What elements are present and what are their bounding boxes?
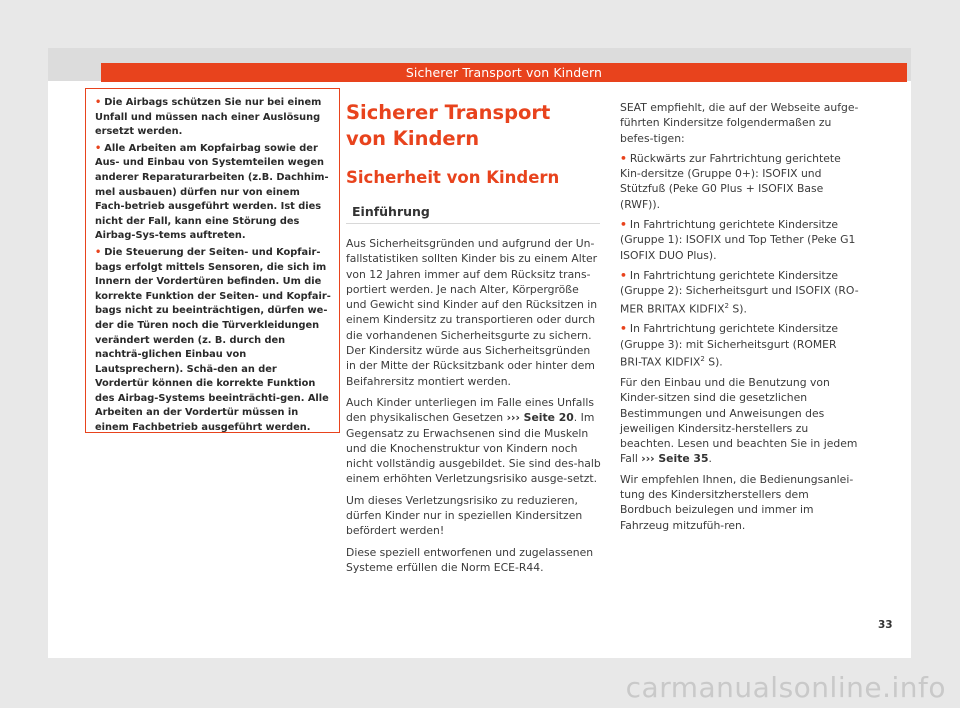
paragraph: SEAT empfiehlt, die auf der Webseite aufge-führten Kindersitze folgendermaßen zu befes-tigen: <box>620 101 859 145</box>
section-header-bar: Sicherer Transport von Kindern <box>101 63 907 82</box>
warning-item <box>95 142 331 244</box>
watermark: carmanualsonline.info <box>625 671 946 704</box>
warning-item <box>95 96 331 140</box>
middle-column <box>346 236 602 581</box>
text: Für den Einbau und die Benutzung von Kinder-sitzen sind die gesetzlichen Bestimmungen und Anweisungen des jeweiligen Kindersitz-herstellers zu beachten. Lesen und beachten Sie in jedem Fall <box>620 375 858 466</box>
list-item-tail: S). <box>704 355 723 369</box>
paragraph <box>346 395 602 487</box>
superscript: 2 <box>700 355 705 364</box>
bullet-icon: • <box>620 218 627 232</box>
bullet-icon: • <box>620 151 627 165</box>
paragraph: Um dieses Verletzungsrisiko zu reduzieren, dürfen Kinder nur in speziellen Kindersitzen befördert werden! <box>346 493 583 538</box>
paragraph: Diese speziell entworfenen und zugelassenen Systeme erfüllen die Norm ECE-R44. <box>346 545 594 574</box>
text: Auch Kinder unterliegen im Falle eines Unfalls den physikalischen Gesetzen <box>346 395 594 425</box>
page-reference-link[interactable]: ››› Seite 20 <box>506 411 574 425</box>
paragraph <box>620 375 860 467</box>
text: . Im Gegensatz zu Erwachsenen sind die Muskeln und die Knochenstruktur von Kindern noch nicht vollständig ausgebildet. Sie sind des-halb einem erhöhten Verletzungsrisiko ausge-setzt. <box>346 411 601 486</box>
list-item-text: In Fahrtrichtung gerichtete Kindersitze (Gruppe 1): ISOFIX und Top Tether (Peke G1 ISOFIX DUO Plus). <box>620 218 856 262</box>
paragraph: Wir empfehlen Ihnen, die Bedienungsanlei-tung des Kindersitzherstellers dem Bordbuch beizulegen und immer im Fahrzeug mitzufüh-ren. <box>620 472 854 532</box>
list-item <box>620 268 860 316</box>
right-column <box>620 100 860 538</box>
warning-box <box>85 88 340 433</box>
list-item <box>620 321 860 369</box>
bullet-icon: • <box>620 322 627 336</box>
list-item-tail: S). <box>728 302 747 316</box>
text: . <box>708 452 712 466</box>
list-item <box>620 217 860 263</box>
list-item-text: In Fahrtrichtung gerichtete Kindersitze (Gruppe 3): mit Sicherheitsgurt (ROMER BRI-TAX KIDFIX <box>620 322 839 369</box>
page-reference-link[interactable]: ››› Seite 35 <box>641 452 709 466</box>
warning-text: Die Airbags schützen Sie nur bei einem Unfall und müssen nach einer Auslösung ersetzt werden. <box>95 97 322 138</box>
bullet-icon: • <box>620 268 627 282</box>
warning-item <box>95 246 331 436</box>
bullet-icon: • <box>95 97 102 108</box>
subsection-heading: Einführung <box>352 204 430 219</box>
bullet-icon: • <box>95 142 102 154</box>
list-item-text: In Fahrtrichtung gerichtete Kindersitze (Gruppe 2): Sicherheitsgurt und ISOFIX (RO-MER BRITAX KIDFIX <box>620 268 859 316</box>
section-subtitle: Sicherheit von Kindern <box>346 168 560 187</box>
list-item <box>620 151 860 212</box>
chapter-title: Sicherer Transport von Kindern <box>346 101 551 150</box>
heading-divider <box>346 223 600 224</box>
page-number: 33 <box>878 619 893 631</box>
paragraph: Aus Sicherheitsgründen und aufgrund der Un-fallstatistiken sollten Kinder bis zu einem Alter von 12 Jahren immer auf dem Rücksitz trans-portiert werden. Je nach Alter, Körpergröße und Gewicht sind Kinder auf den Rücksitzen in einem Kindersitz zu transportieren oder durch die vorhandenen Sicherheitsgurte zu sichern. Der Kindersitz würde aus Sicherheitsgründen in der Mitte der Rücksitzbank oder hinter dem Beifahrersitz montiert werden. <box>346 237 598 388</box>
warning-text: Alle Arbeiten am Kopfairbag sowie der Aus- und Einbau von Systemteilen wegen anderer Reparaturarbeiten (z.B. Dachhim-mel ausbauen) dürfen nur von einem Fach-betrieb ausgeführt werden. Ist dies nicht der Fall, kann eine Störung des Airbag-Sys-tems auftreten. <box>95 142 329 242</box>
warning-text: Die Steuerung der Seiten- und Kopfair-bags erfolgt mittels Sensoren, die sich im Innern der Vordertüren befinden. Um die korrekte Funktion der Seiten- und Kopfair-bags nicht zu beeinträchtigen, dürfen we-der die Türen noch die Türverkleidungen verändert werden (z. B. durch den nachträ-glichen Einbau von Lautsprechern). Schä-den an der Vordertür können die korrekte Funktion des Airbag-Systems beeinträchti-gen. Alle Arbeiten an der Vordertür müssen in einem Fachbetrieb ausgeführt werden. <box>95 246 331 434</box>
list-item-text: Rückwärts zur Fahrtrichtung gerichtete Kin-dersitze (Gruppe 0+): ISOFIX und Stützfuß (Peke G0 Plus + ISOFIX Base (RWF)). <box>620 151 841 211</box>
superscript: 2 <box>724 301 729 310</box>
bullet-icon: • <box>95 246 102 258</box>
